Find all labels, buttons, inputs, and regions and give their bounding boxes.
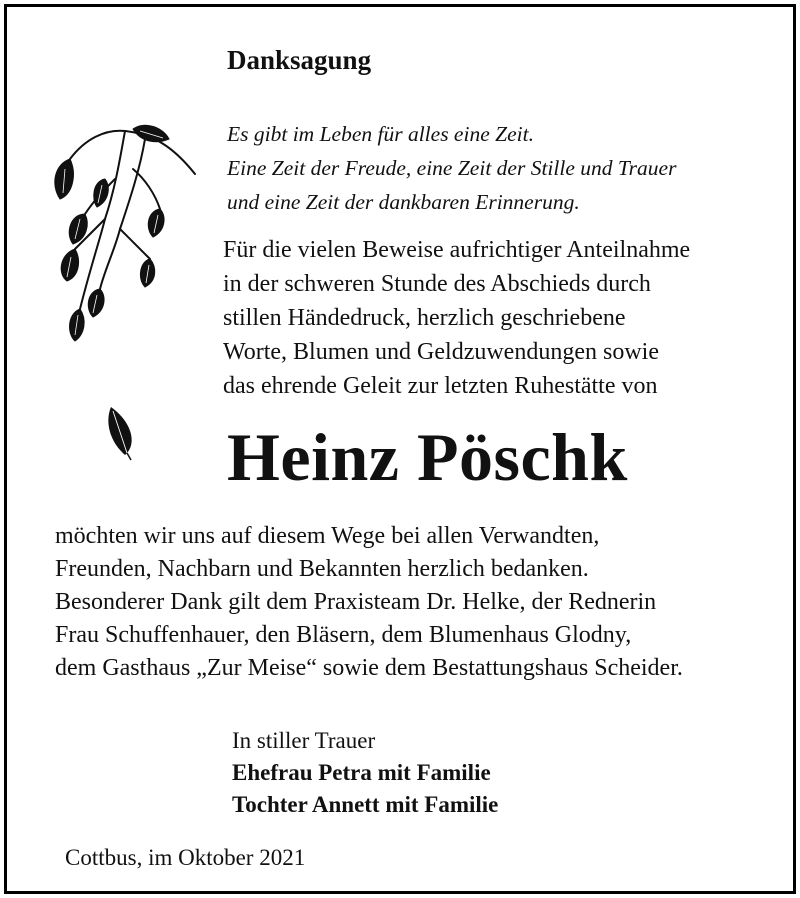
thanks-line: Freunden, Nachbarn und Bekannten herzlich bedanken. bbox=[55, 556, 589, 582]
signature-block bbox=[232, 725, 498, 821]
signature-line-daughter: Tochter Annett mit Familie bbox=[232, 792, 499, 817]
thanks-line: Besonderer Dank gilt dem Praxisteam Dr. Helke, der Rednerin bbox=[55, 589, 657, 615]
birch-branch-icon bbox=[45, 119, 205, 349]
thanks-text bbox=[55, 520, 683, 685]
intro-line: Für die vielen Beweise aufrichtiger Anteilnahme bbox=[223, 237, 691, 263]
thanks-line: Frau Schuffenhauer, den Bläsern, dem Blumenhaus Glodny, bbox=[55, 622, 632, 648]
poem-line: und eine Zeit der dankbaren Erinnerung. bbox=[227, 190, 580, 214]
thanks-line: dem Gasthaus „Zur Meise“ sowie dem Bestattungshaus Scheider. bbox=[55, 655, 683, 681]
intro-line: das ehrende Geleit zur letzten Ruhestätte von bbox=[223, 373, 658, 399]
place-date: Cottbus, im Oktober 2021 bbox=[65, 845, 306, 870]
obituary-card bbox=[4, 4, 796, 894]
intro-line: stillen Händedruck, herzlich geschriebene bbox=[223, 305, 626, 331]
intro-line: Worte, Blumen und Geldzuwendungen sowie bbox=[223, 339, 659, 365]
poem-line: Eine Zeit der Freude, eine Zeit der Stille und Trauer bbox=[227, 156, 677, 180]
intro-text bbox=[223, 233, 690, 403]
signature-intro: In stiller Trauer bbox=[232, 728, 376, 753]
heading-title: Danksagung bbox=[227, 45, 372, 75]
thanks-line: möchten wir uns auf diesem Wege bei allen Verwandten, bbox=[55, 523, 600, 549]
poem-verse bbox=[227, 117, 676, 219]
signature-line-wife: Ehefrau Petra mit Familie bbox=[232, 760, 491, 785]
intro-line: in der schweren Stunde des Abschieds durch bbox=[223, 271, 651, 297]
falling-leaf-icon bbox=[103, 403, 143, 463]
deceased-name: Heinz Pöschk bbox=[227, 419, 628, 495]
poem-line: Es gibt im Leben für alles eine Zeit. bbox=[227, 122, 534, 146]
